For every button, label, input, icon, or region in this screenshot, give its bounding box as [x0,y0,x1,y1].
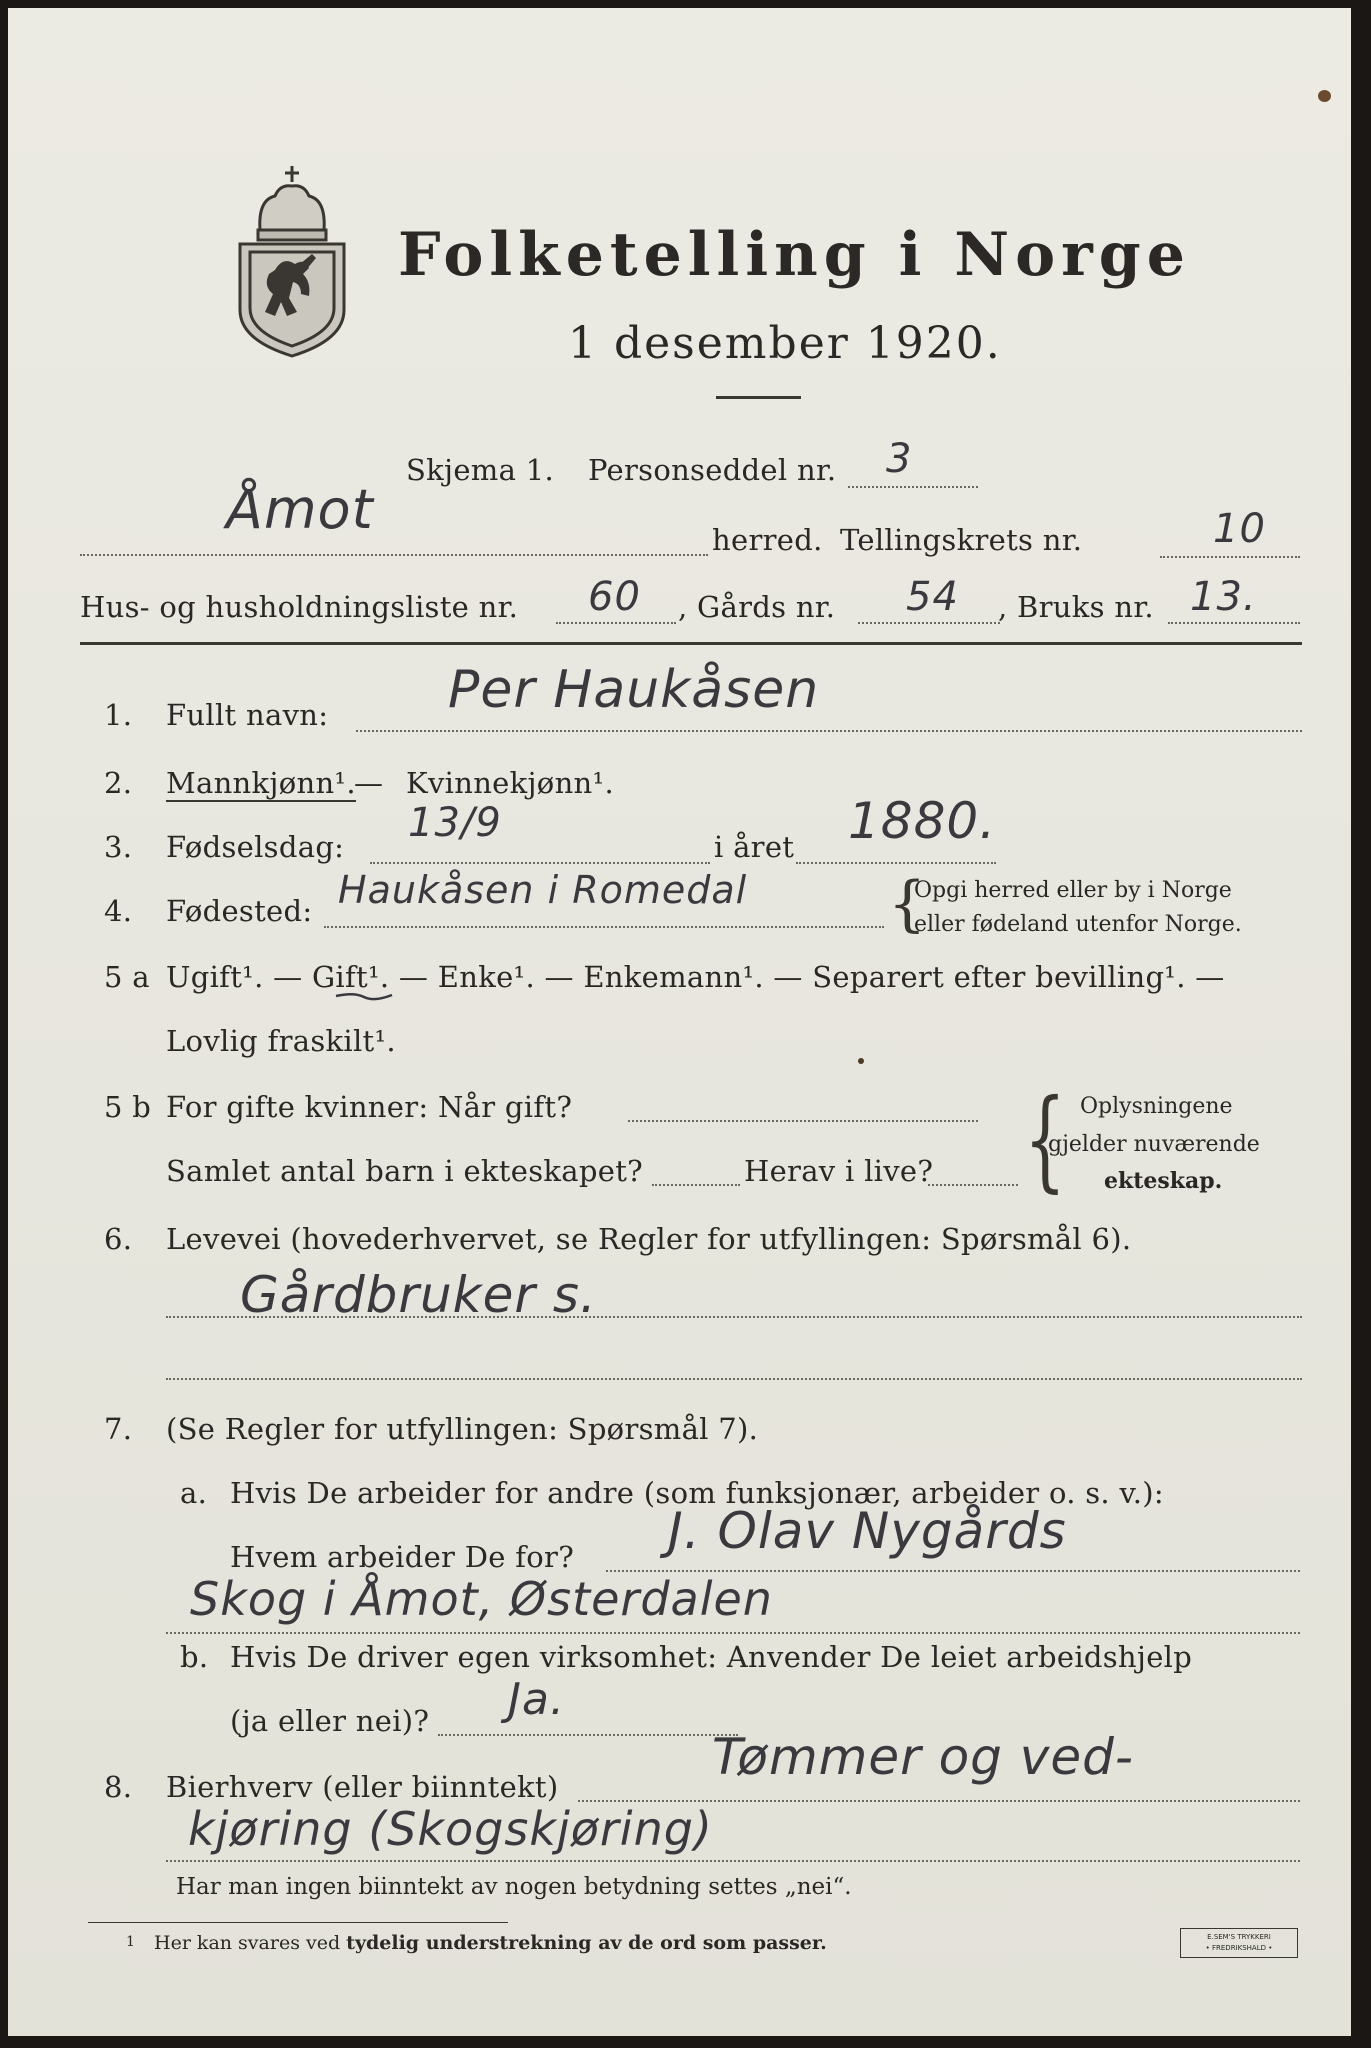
q7b-question: (ja eller nei)? [230,1704,430,1738]
q5b-alive-label: Herav i live? [744,1154,934,1188]
q7b-line [438,1734,738,1736]
skjema-label: Skjema 1. [406,453,554,487]
q2-number: 2. [104,766,133,800]
q4-note-line2: eller fødeland utenfor Norge. [914,912,1242,937]
q5b-note-line3: ekteskap. [1104,1168,1223,1194]
q4-label: Fødested: [166,894,313,928]
q2-separator: — [354,766,384,800]
q6-label: Levevei (hovederhvervet, se Regler for utfyllingen: Spørsmål 6). [166,1222,1132,1256]
title-divider [716,396,801,399]
q1-label: Fullt navn: [166,698,329,732]
bruks-line [1168,622,1300,624]
personseddel-value: 3 [886,436,913,482]
q3-number: 3. [104,830,133,864]
gards-value: 54 [906,574,959,620]
printer-line2: • FREDRIKSHALD • [1205,1944,1273,1952]
tellingskrets-line [1160,556,1300,558]
q5a-options-line2: Lovlig fraskilt¹. [166,1024,396,1058]
q8-note: Har man ingen biinntekt av nogen betydning settes „nei“. [176,1874,852,1900]
footnote-text-bold: tydelig understrekning av de ord som passer. [346,1932,827,1954]
q5a-options: Ugift¹. — Gift¹. — Enke¹. — Enkemann¹. — Separert efter bevilling¹. — [166,960,1225,994]
form-date: 1 desember 1920. [568,318,1002,369]
q3-year-line [796,862,996,864]
tellingskrets-label: Tellingskrets nr. [840,523,1083,557]
q4-note-line1: Opgi herred eller by i Norge [914,878,1232,903]
bruks-value: 13. [1190,574,1257,620]
q1-number: 1. [104,698,133,732]
q8-line2 [166,1860,1300,1862]
q7-label: (Se Regler for utfyllingen: Spørsmål 7). [166,1412,759,1446]
q7b-label: Hvis De driver egen virksomhet: Anvender De leiet arbeidshjelp [230,1640,1193,1674]
q4-number: 4. [104,894,133,928]
q5b-label: For gifte kvinner: Når gift? [166,1090,573,1124]
q7-number: 7. [104,1412,133,1446]
tellingskrets-value: 10 [1213,506,1266,552]
q6-line2 [166,1378,1302,1380]
census-form-sheet [8,8,1351,2036]
header-divider [80,642,1302,645]
herred-label: herred. [712,523,823,557]
q3-day-line [370,862,710,864]
q7a-employer-line1: J. Olav Nygårds [668,1502,1067,1560]
husliste-value: 60 [588,574,641,620]
q7b-letter: b. [180,1640,209,1674]
q5b-alive-line [928,1184,1018,1186]
footnote-text [154,1932,827,1954]
personseddel-label: Personseddel nr. [588,453,837,487]
q5b-children-label: Samlet antal barn i ekteskapet? [166,1154,643,1188]
q3-birth-year: 1880. [848,792,997,850]
q6-occupation: Gårdbruker s. [240,1266,597,1324]
gards-line [858,622,1000,624]
q7a-label: Hvis De arbeider for andre (som funksjonær, arbeider o. s. v.): [230,1476,1164,1510]
q7b-answer: Ja. [508,1674,565,1725]
q8-number: 8. [104,1770,133,1804]
q4-birth-place: Haukåsen i Romedal [338,868,748,912]
q5b-number: 5 b [104,1090,152,1124]
q1-full-name: Per Haukåsen [448,660,820,720]
q7a-question: Hvem arbeider De for? [230,1540,575,1574]
printer-stamp [1180,1928,1298,1958]
herred-value: Åmot [226,478,374,541]
q5b-note-line2: gjelder nuværende [1048,1132,1260,1157]
q8-side-income-line2: kjøring (Skogskjøring) [188,1802,713,1856]
q5a-number: 5 a [104,960,150,994]
footnote-rule [88,1922,508,1923]
q4-brace: { [888,869,927,939]
herred-line [80,554,708,556]
q2-male: Mannkjønn¹. [166,766,356,800]
q4-line [324,926,884,928]
q5b-children-line [652,1184,740,1186]
q7a-line2 [166,1632,1300,1634]
q6-line1 [166,1316,1302,1318]
footnote-text-plain: Her kan svares ved [154,1932,347,1954]
q1-line [356,730,1302,732]
q5b-note-line1: Oplysningene [1080,1094,1233,1119]
norwegian-coat-of-arms-icon [230,160,355,360]
q7a-letter: a. [180,1476,208,1510]
husliste-label: Hus- og husholdningsliste nr. [80,590,519,624]
q8-label: Bierhverv (eller biinntekt) [166,1770,559,1804]
q5b-married-line [628,1120,978,1122]
footnote-mark: 1 [126,1934,135,1950]
printer-line1: E.SEM'S TRYKKERI [1207,1933,1271,1941]
q8-side-income-line1: Tømmer og ved- [712,1728,1134,1786]
q5b-brace: { [1024,1075,1066,1203]
gards-label: , Gårds nr. [678,590,836,624]
personseddel-line [848,486,978,488]
q3-year-label: i året [714,830,795,864]
q7a-employer-line2: Skog i Åmot, Østerdalen [190,1572,773,1626]
q3-birth-day: 13/9 [408,800,502,846]
q5a-gift-underline [334,990,394,1004]
form-title: Folketelling i Norge [398,220,1191,290]
bruks-label: , Bruks nr. [998,590,1154,624]
q6-number: 6. [104,1222,133,1256]
husliste-line [556,622,676,624]
q2-female: Kvinnekjønn¹. [406,766,614,800]
ink-spot [1318,90,1331,102]
ink-speck [858,1058,864,1064]
q3-label: Fødselsdag: [166,830,345,864]
